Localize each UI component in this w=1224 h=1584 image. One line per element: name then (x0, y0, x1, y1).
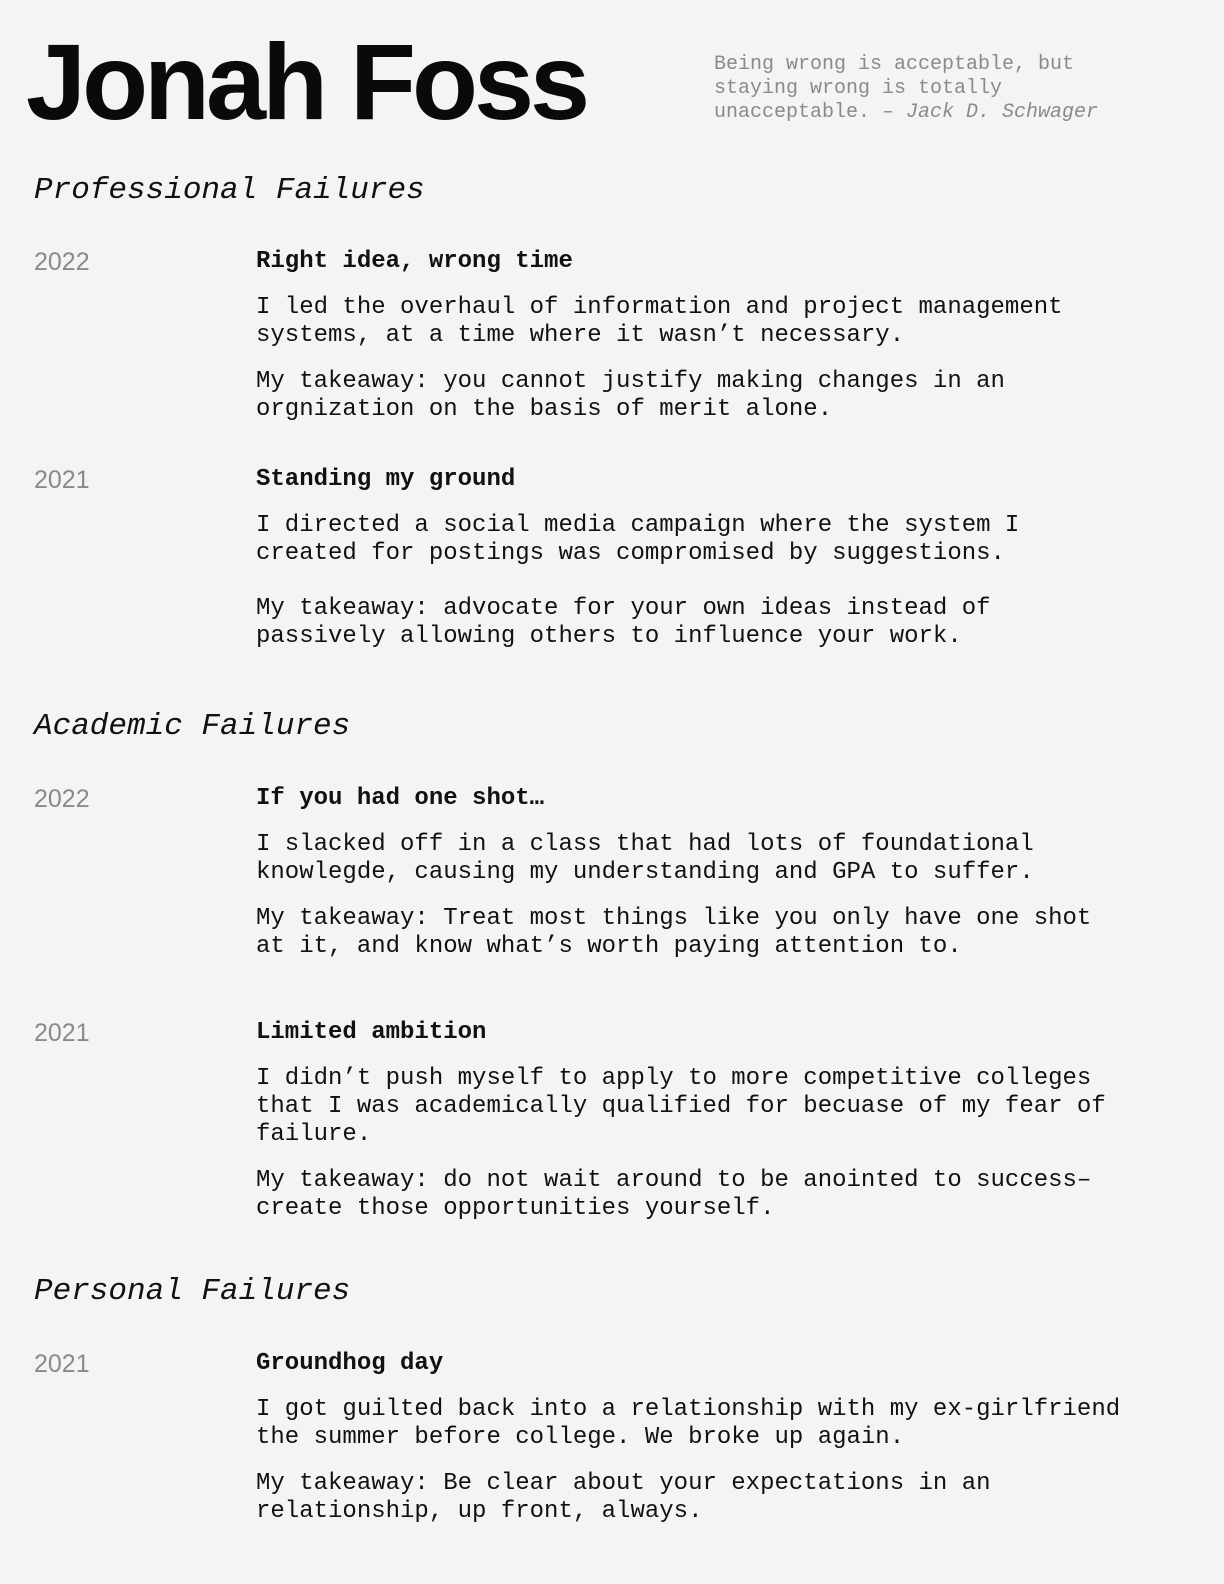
entry-takeaway: My takeaway: you cannot justify making changes in an orgnization on the basis of merit alone. (256, 368, 1005, 423)
entry-description: I directed a social media campaign where the system I created for postings was compromised by suggestions. (256, 512, 1020, 567)
entry-year: 2022 (34, 248, 90, 276)
entry-takeaway: My takeaway: Treat most things like you only have one shot at it, and know what’s worth paying attention to. (256, 905, 1092, 960)
entry-content (256, 785, 1206, 961)
entry-year: 2021 (34, 1350, 90, 1378)
entry-description: I slacked off in a class that had lots of foundational knowlegde, causing my understanding and GPA to suffer. (256, 831, 1034, 886)
entry-description: I led the overhaul of information and project management systems, at a time where it wasn’t necessary. (256, 294, 1063, 349)
section-title-academic: Academic Failures (34, 709, 351, 744)
entry-title: If you had one shot… (256, 785, 545, 812)
entry-year: 2021 (34, 1019, 90, 1047)
section-title-personal: Personal Failures (34, 1274, 351, 1309)
entry-title: Right idea, wrong time (256, 248, 573, 275)
entry-content (256, 1350, 1206, 1526)
entry-year: 2022 (34, 785, 90, 813)
entry-year: 2021 (34, 466, 90, 494)
entry-title: Standing my ground (256, 466, 516, 493)
entry-content (256, 466, 1206, 651)
entry-title: Groundhog day (256, 1350, 444, 1377)
entry-content (256, 1019, 1206, 1223)
entry-takeaway: My takeaway: Be clear about your expectations in an relationship, up front, always. (256, 1470, 991, 1525)
entry-description: I got guilted back into a relationship with my ex-girlfriend the summer before college. We broke up again. (256, 1396, 1121, 1451)
header-quote (714, 53, 1174, 125)
quote-author: Jack D. Schwager (906, 101, 1099, 124)
resume-name: Jonah Foss (26, 21, 587, 142)
section-title-professional: Professional Failures (34, 173, 425, 208)
entry-takeaway: My takeaway: advocate for your own ideas instead of passively allowing others to influence your work. (256, 595, 991, 650)
entry-title: Limited ambition (256, 1019, 487, 1046)
quote-text: Being wrong is acceptable, but staying wrong is totally unacceptable. – (714, 53, 1075, 124)
entry-description: I didn’t push myself to apply to more competitive colleges that I was academically qualified for becuase of my fear of failure. (256, 1065, 1106, 1148)
entry-content (256, 248, 1206, 424)
entry-takeaway: My takeaway: do not wait around to be anointed to success– create those opportunities yourself. (256, 1167, 1092, 1222)
